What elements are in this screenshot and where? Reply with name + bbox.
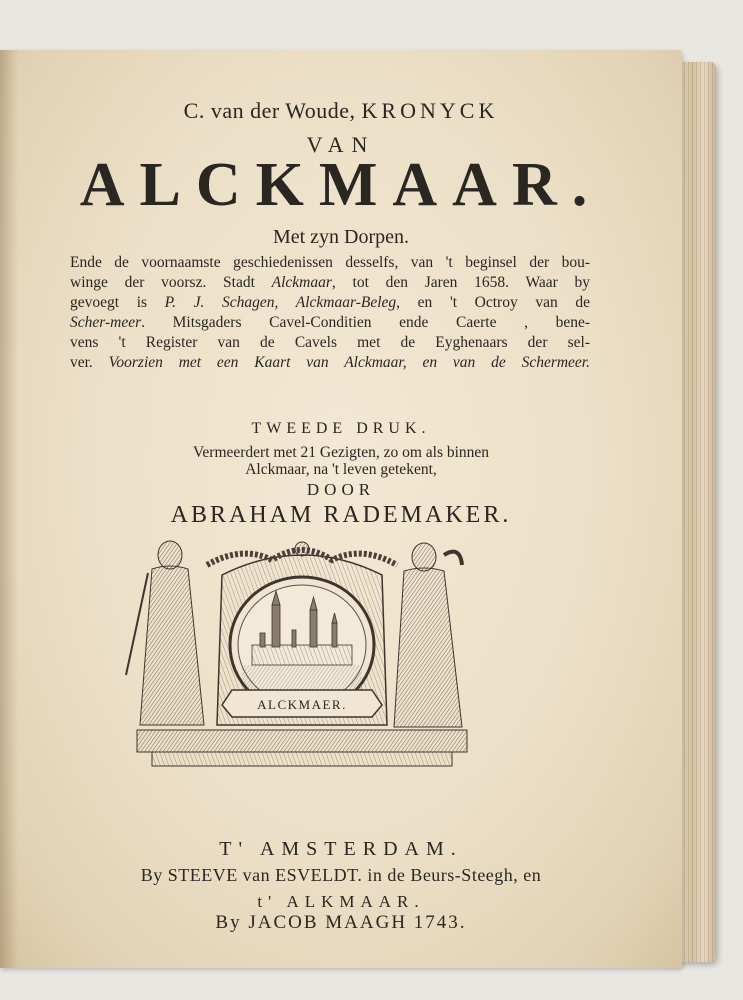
right-allegorical-figure — [394, 543, 462, 727]
edition-statement: TWEEDE DRUK. — [251, 420, 431, 437]
vignette-label: ALCKMAER. — [257, 697, 347, 712]
description-line-1: Ende de voornaamste geschiedenissen desselfs, van 't beginsel der bou- — [70, 254, 590, 271]
desc-text: gevoegt is — [70, 294, 165, 311]
desc-italic: P. J. Schagen, Alckmaar-Beleg — [164, 294, 397, 311]
enlargement-line-2: Alckmaar, na 't leven getekent, — [245, 461, 437, 478]
desc-text: , tot den Jaren 1658. Waar by — [331, 274, 590, 291]
title-page — [0, 50, 682, 968]
title-line-author — [0, 98, 682, 124]
imprint-city-alkmaar: t' ALKMAAR. — [257, 892, 425, 911]
desc-italic: Voorzien met een Kaart van Alckmaar, en van de Schermeer. — [108, 354, 590, 371]
title-van: VAN — [306, 132, 376, 157]
crown-ornament — [295, 542, 309, 556]
desc-text: , en 't Octroy van de — [396, 294, 590, 311]
description-line-6 — [70, 353, 590, 373]
illustrator-name: ABRAHAM RADEMAKER. — [170, 502, 512, 528]
description-line-5: vens 't Register van de Cavels met de Eyghenaars der sel- — [70, 334, 590, 351]
imprint-printer-1: By STEEVE van ESVELDT. in de Beurs-Steegh, en — [140, 865, 542, 885]
desc-text: . Mitsgaders Cavel-Conditien ende Caerte , bene- — [141, 314, 590, 331]
engraved-vignette — [112, 505, 492, 785]
desc-italic: Scher-meer — [70, 314, 142, 331]
desc-text: winge der voorsz. Stadt — [70, 274, 272, 291]
author-credit: C. van der Woude, — [183, 98, 356, 123]
door-word: DOOR — [306, 480, 376, 499]
left-allegorical-figure — [126, 541, 204, 725]
description-line-4 — [70, 313, 590, 333]
kronyck-word: KRONYCK — [361, 98, 499, 123]
desc-text: ver. — [70, 354, 109, 371]
subtitle: Met zyn Dorpen. — [272, 226, 410, 248]
imprint-city-amsterdam: T' AMSTERDAM. — [219, 838, 463, 860]
description-line-2 — [70, 273, 590, 293]
main-title: ALCKMAAR. — [79, 151, 603, 219]
pedestal — [137, 730, 467, 752]
pedestal-base — [152, 752, 452, 766]
enlargement-line-1: Vermeerdert met 21 Gezigten, zo om als binnen — [192, 444, 490, 461]
desc-italic: Alckmaar — [271, 274, 332, 291]
description-line-3 — [70, 293, 590, 313]
imprint-printer-2: By JACOB MAAGH 1743. — [215, 912, 467, 933]
